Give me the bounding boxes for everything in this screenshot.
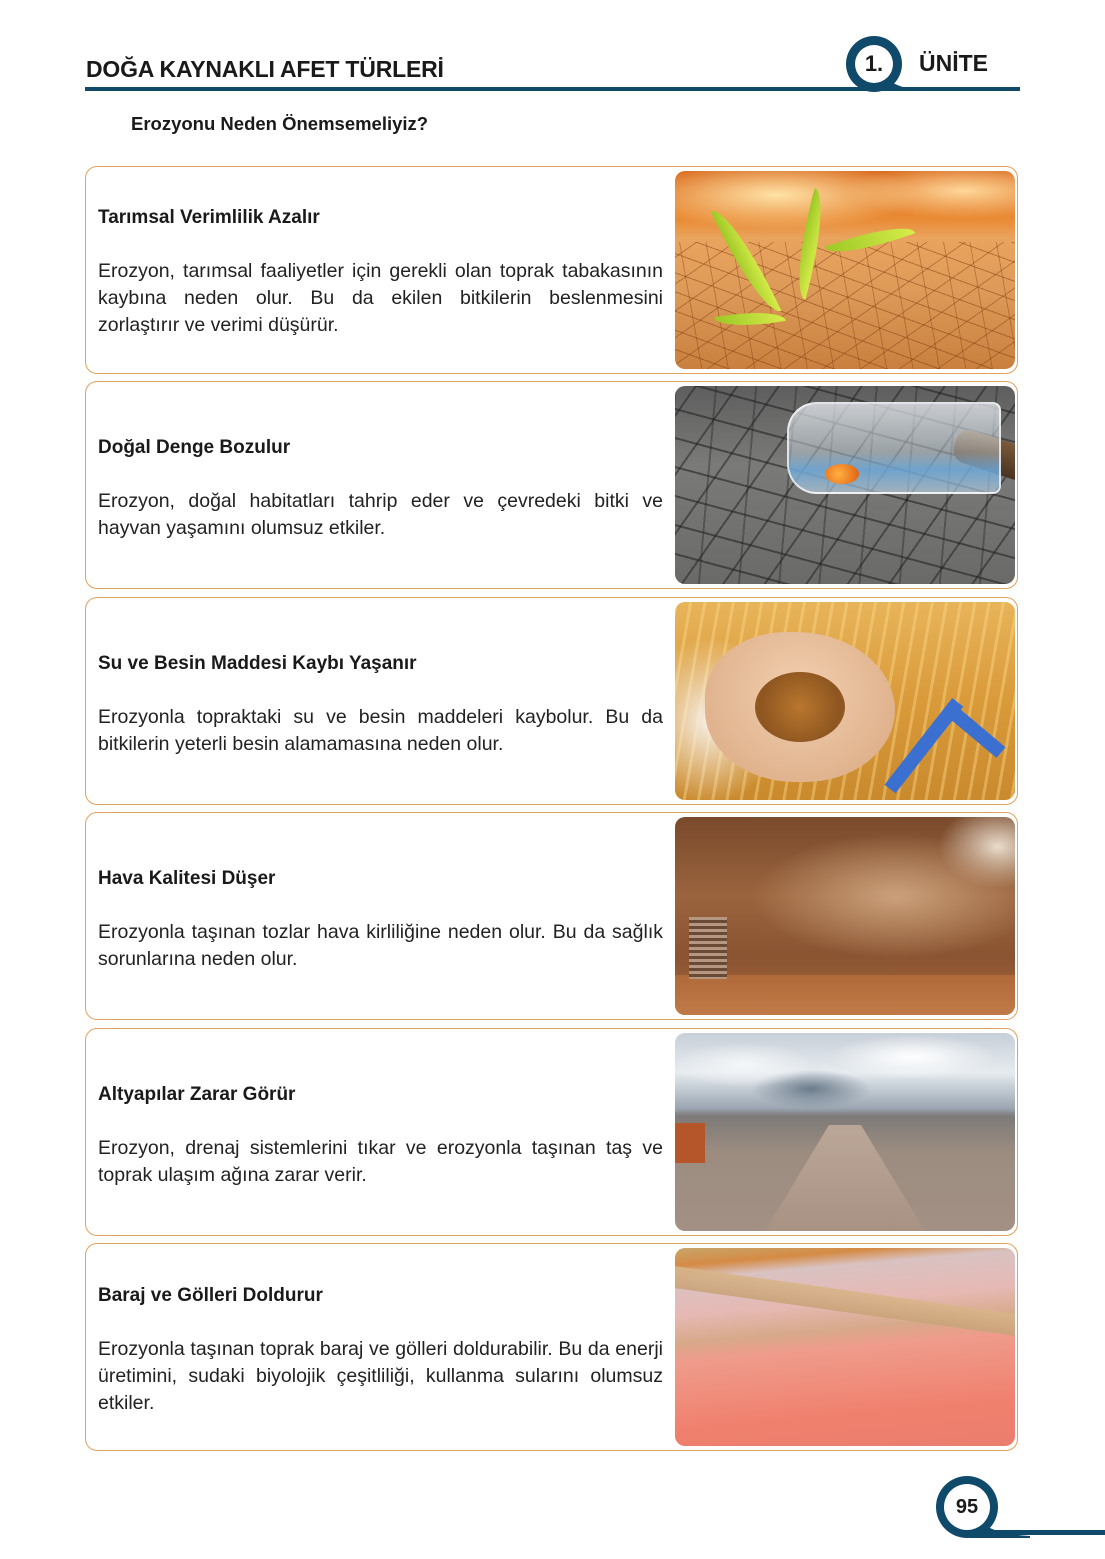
drainage-channel-image xyxy=(675,1033,1015,1231)
truck-shape xyxy=(675,1123,705,1163)
card-body: Erozyon, tarımsal faaliyetler için gerekli olan toprak tabakasının kaybına neden olur. Bu da ekilen bitkilerin beslenmesini zorlaştırır ve verimi düşürür. xyxy=(98,260,663,336)
info-card-water-nutrient-loss xyxy=(85,597,1018,805)
card-body: Erozyon, doğal habitatları tahrip eder ve çevredeki bitki ve hayvan yaşamını olumsuz etkiler. xyxy=(98,490,663,539)
goldfish-shape xyxy=(825,464,859,484)
sprout-desert-image xyxy=(675,171,1015,369)
page-number: 95 xyxy=(944,1484,990,1530)
page-number-badge xyxy=(936,1476,998,1538)
unit-label: ÜNİTE xyxy=(919,50,988,76)
card-body: Erozyonla taşınan toprak baraj ve gölleri doldurabilir. Bu da enerji üretimini, sudaki biyolojik çeşitliliği, kullanma sularını olumsuz etkiler. xyxy=(98,1338,663,1414)
card-body: Erozyon, drenaj sistemlerini tıkar ve erozyonla taşınan taş ve toprak ulaşım ağına zarar verir. xyxy=(98,1137,663,1186)
sand-channel-shape xyxy=(765,1125,925,1231)
down-trend-arrow-icon xyxy=(884,698,963,793)
unit-number: 1. xyxy=(855,45,893,83)
card-title: Su ve Besin Maddesi Kaybı Yaşanır xyxy=(98,653,417,674)
goldfish-bottle-image xyxy=(675,386,1015,584)
building-shape xyxy=(689,917,727,979)
info-card-dams-lakes xyxy=(85,1243,1018,1451)
card-title: Tarımsal Verimlilik Azalır xyxy=(98,207,320,228)
trend-arrow-segment xyxy=(951,709,1006,758)
wheat-hands-image xyxy=(675,602,1015,800)
card-body: Erozyonla taşınan tozlar hava kirliliğine neden olur. Bu da sağlık sorunlarına neden olur. xyxy=(98,921,663,970)
info-card-agricultural-productivity xyxy=(85,166,1018,374)
glass-bottle-shape xyxy=(787,402,1001,494)
info-card-air-quality xyxy=(85,812,1018,1020)
card-title: Doğal Denge Bozulur xyxy=(98,437,291,458)
info-card-infrastructure xyxy=(85,1028,1018,1236)
card-body: Erozyonla topraktaki su ve besin maddeleri kaybolur. Bu da bitkilerin yeterli besin alamamasına neden olur. xyxy=(98,706,663,755)
card-title: Altyapılar Zarar Görür xyxy=(98,1084,296,1105)
sediment-lake-image xyxy=(675,1248,1015,1446)
wheat-grain-shape xyxy=(755,672,845,742)
unit-badge xyxy=(846,36,902,92)
info-card-natural-balance xyxy=(85,381,1018,589)
dust-storm-image xyxy=(675,817,1015,1015)
card-title: Hava Kalitesi Düşer xyxy=(98,868,276,889)
sediment-shore-shape xyxy=(675,1266,1015,1336)
chapter-title: DOĞA KAYNAKLI AFET TÜRLERİ xyxy=(86,56,444,82)
desert-ground-shape xyxy=(675,975,1015,1015)
cracked-ground-texture xyxy=(675,242,1015,369)
section-heading: Erozyonu Neden Önemsemeliyiz? xyxy=(131,113,429,134)
cloudy-sky-shape xyxy=(675,1033,1015,1113)
card-title: Baraj ve Gölleri Doldurur xyxy=(98,1285,323,1306)
